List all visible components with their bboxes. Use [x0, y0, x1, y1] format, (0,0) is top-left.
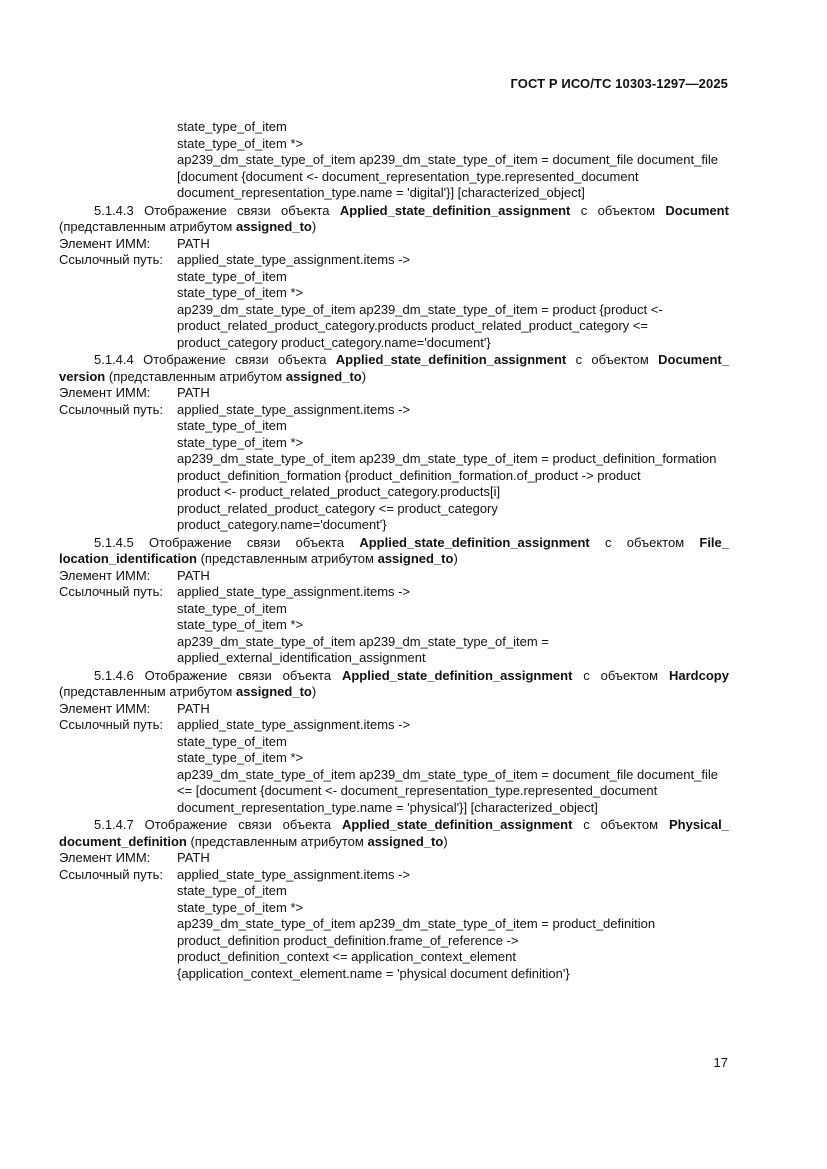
heading-text: с объектом: [583, 667, 659, 683]
path-line: document_representation_type.name = 'physical'}] [characterized_object]: [177, 799, 598, 815]
section-heading: [59, 352, 729, 385]
path-line: applied_state_type_assignment.items ->: [177, 866, 411, 882]
path-line: ap239_dm_state_type_of_item ap239_dm_state_type_of_item = product {product <-: [177, 301, 663, 317]
path-label: Ссылочный путь:: [59, 252, 163, 267]
target-entity-name: File_ location_identification: [59, 534, 729, 566]
intro-line: ap239_dm_state_type_of_item ap239_dm_state_type_of_item = document_file document_file: [177, 152, 718, 167]
heading-text: Отображение связи объекта: [144, 202, 330, 218]
attribute-name: assigned_to: [377, 551, 454, 566]
attribute-name: assigned_to: [367, 833, 444, 849]
element-value: PATH: [177, 235, 210, 251]
heading-text: с объектом: [575, 352, 649, 367]
heading-text: Отображение связи объекта: [144, 817, 332, 832]
section-heading: [59, 203, 729, 236]
element-row: [59, 850, 729, 867]
heading-text: Отображение связи объекта: [149, 534, 345, 550]
path-row: [59, 867, 729, 884]
path-label: Ссылочный путь:: [59, 866, 163, 882]
intro-block: [59, 119, 729, 202]
element-label: Элемент ИММ:: [59, 235, 151, 251]
path-line: ap239_dm_state_type_of_item ap239_dm_state_type_of_item = document_file document_file: [177, 766, 718, 782]
path-line: state_type_of_item *>: [177, 285, 304, 300]
element-label: Элемент ИММ:: [59, 700, 151, 716]
element-value: PATH: [177, 700, 210, 716]
path-line: applied_state_type_assignment.items ->: [177, 401, 411, 417]
element-row: [59, 701, 729, 718]
path-line: state_type_of_item: [177, 600, 287, 616]
path-line: state_type_of_item: [177, 883, 287, 898]
heading-close: ): [311, 684, 317, 699]
page-content: [59, 119, 729, 982]
attribute-name: assigned_to: [236, 219, 312, 234]
path-line: state_type_of_item: [177, 418, 287, 433]
mapping-section: [59, 535, 729, 667]
path-line: applied_state_type_assignment.items ->: [177, 584, 411, 599]
path-line: {application_context_element.name = 'physical document definition'}: [177, 965, 570, 981]
heading-text: (представленным атрибутом: [59, 219, 233, 234]
path-line: applied_state_type_assignment.items ->: [177, 717, 411, 732]
heading-text: с объектом: [580, 202, 656, 218]
path-line: product_category.name='document'}: [177, 517, 387, 532]
element-row: [59, 236, 729, 253]
path-line: applied_external_identification_assignment: [177, 650, 426, 665]
target-entity-name: Document_ version: [59, 352, 729, 384]
heading-text: (представленным атрибутом: [108, 368, 283, 384]
element-row: [59, 385, 729, 402]
heading-close: ): [453, 551, 458, 566]
entity-name: Applied_state_definition_assignment: [341, 817, 573, 832]
path-line: ap239_dm_state_type_of_item ap239_dm_state_type_of_item = product_definition: [177, 916, 656, 931]
heading-text: с объектом: [605, 534, 685, 550]
path-row: [59, 402, 729, 419]
path-line: applied_state_type_assignment.items ->: [177, 252, 411, 267]
entity-name: Applied_state_definition_assignment: [339, 202, 571, 218]
path-line: state_type_of_item: [177, 733, 287, 749]
mapping-section: [59, 668, 729, 817]
path-line: state_type_of_item *>: [177, 750, 304, 765]
mapping-section: [59, 203, 729, 352]
path-row: [59, 584, 729, 601]
intro-line: state_type_of_item: [177, 119, 287, 134]
page-number: 17: [713, 1055, 728, 1070]
section-heading: [59, 817, 729, 850]
target-entity-name: Document: [665, 202, 729, 218]
heading-text: (представленным атрибутом: [190, 833, 364, 849]
path-line: product_definition_formation {product_definition_formation.of_product -> product: [177, 467, 641, 483]
section-heading: [59, 668, 729, 701]
section-number: 5.1.4.6: [94, 667, 134, 683]
heading-text: с объектом: [583, 817, 659, 832]
heading-text: (представленным атрибутом: [200, 551, 374, 566]
intro-line: document_representation_type.name = 'digital'}] [characterized_object]: [177, 185, 585, 200]
path-line: product_related_product_category.products product_related_product_category <=: [177, 318, 648, 333]
path-line: <= [document {document <- document_representation_type.represented_document: [177, 783, 658, 798]
section-number: 5.1.4.7: [94, 817, 134, 832]
element-value: PATH: [177, 850, 210, 865]
target-entity-name: Physical_ document_definition: [59, 817, 729, 849]
heading-close: ): [361, 368, 367, 384]
target-entity-name: Hardcopy: [668, 667, 729, 683]
path-line: product <- product_related_product_category.products[i]: [177, 484, 501, 499]
mapping-sections: [59, 203, 729, 983]
path-line: state_type_of_item *>: [177, 899, 304, 915]
mapping-section: [59, 352, 729, 534]
path-line: state_type_of_item *>: [177, 617, 304, 632]
entity-name: Applied_state_definition_assignment: [359, 534, 590, 550]
section-number: 5.1.4.3: [94, 202, 134, 218]
element-label: Элемент ИММ:: [59, 850, 151, 865]
entity-name: Applied_state_definition_assignment: [341, 667, 573, 683]
path-row: [59, 252, 729, 269]
path-line: state_type_of_item *>: [177, 434, 304, 450]
mapping-section: [59, 817, 729, 982]
path-label: Ссылочный путь:: [59, 717, 163, 732]
section-heading: [59, 535, 729, 568]
path-line: product_definition_context <= application_context_element: [177, 949, 516, 964]
attribute-name: assigned_to: [236, 684, 312, 699]
path-line: ap239_dm_state_type_of_item ap239_dm_state_type_of_item =: [177, 633, 549, 649]
path-row: [59, 717, 729, 734]
element-label: Элемент ИММ:: [59, 567, 151, 583]
intro-line: [document {document <- document_representation_type.represented_document: [177, 168, 639, 184]
entity-name: Applied_state_definition_assignment: [335, 352, 567, 367]
heading-close: ): [443, 833, 448, 849]
attribute-name: assigned_to: [285, 368, 362, 384]
heading-close: ): [311, 219, 317, 234]
path-line: ap239_dm_state_type_of_item ap239_dm_state_type_of_item = product_definition_formation: [177, 451, 717, 466]
heading-text: (представленным атрибутом: [59, 684, 233, 699]
heading-text: Отображение связи объекта: [143, 352, 327, 367]
element-label: Элемент ИММ:: [59, 385, 151, 400]
element-value: PATH: [177, 567, 210, 583]
element-value: PATH: [177, 385, 210, 400]
intro-line: state_type_of_item *>: [177, 135, 304, 151]
standard-id-header: ГОСТ Р ИСО/ТС 10303-1297—2025: [510, 76, 728, 91]
element-row: [59, 568, 729, 585]
path-label: Ссылочный путь:: [59, 584, 163, 599]
section-number: 5.1.4.4: [94, 352, 134, 367]
path-line: product_related_product_category <= product_category: [177, 500, 498, 516]
section-number: 5.1.4.5: [94, 534, 134, 550]
heading-text: Отображение связи объекта: [144, 667, 332, 683]
path-label: Ссылочный путь:: [59, 401, 163, 417]
path-line: product_category product_category.name='document'}: [177, 334, 491, 350]
path-line: state_type_of_item: [177, 268, 287, 284]
path-line: product_definition product_definition.frame_of_reference ->: [177, 932, 519, 948]
